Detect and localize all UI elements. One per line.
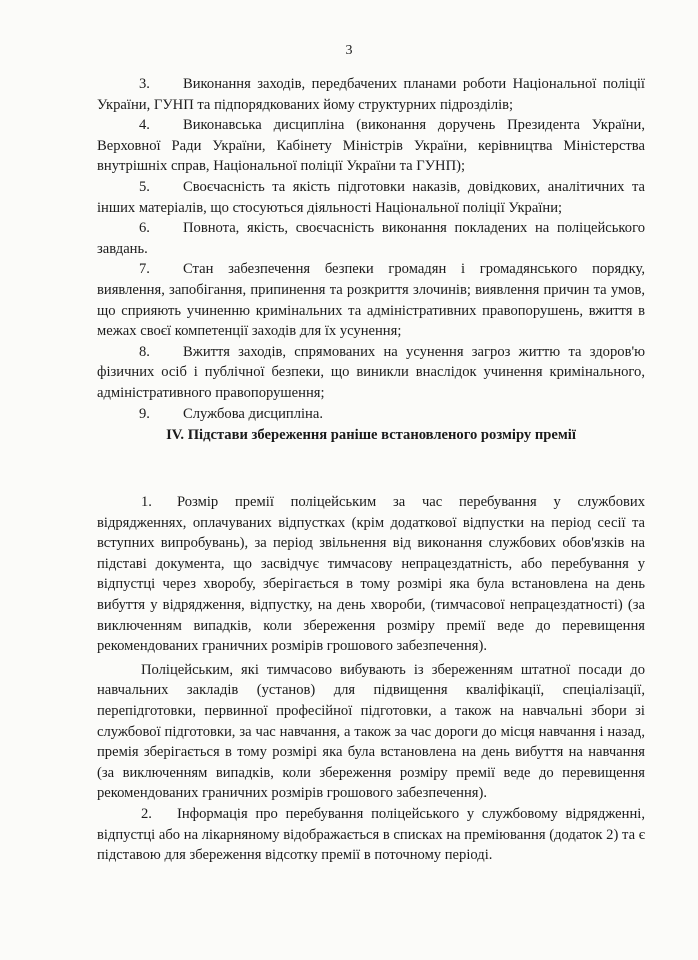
- list-item-number: 8.: [139, 343, 150, 360]
- list-item-number: 6.: [139, 220, 150, 237]
- paragraph-number: 1.: [141, 494, 152, 510]
- list-item-text: Виконання заходів, передбачених планами роботи Національної поліції України, ГУНП та підпорядкованих йому структурних підрозділів;: [97, 76, 645, 113]
- section-heading: IV. Підстави збереження раніше встановленого розміру премії: [166, 427, 576, 443]
- section-body: [97, 492, 645, 866]
- page-number: 3: [345, 43, 353, 58]
- list-item: [97, 74, 645, 115]
- list-item-text: Вжиття заходів, спрямованих на усунення загроз життю та здоров'ю фізичних осіб і публічної безпеки, що виникли внаслідок учинення кримінального, адміністративного правопорушення;: [97, 343, 645, 401]
- list-item-number: 7.: [139, 261, 150, 278]
- paragraph-text: Розмір премії поліцейським за час перебування у службових відрядженнях, оплачуваних відпустках (крім додаткової відпустки на період сесії та вступних випробувань), за період звільнення від виконання службових обов'язків на підставі документа, що засвідчує тимчасову непрацездатність, або перебування у відпустці через хворобу, зберігається в тому розмірі яка була встановлена на день вибуття у відрядження, відпустку, на день хвороби, (тимчасової непрацездатності) (за виключенням випадків, коли збереження розміру премії веде до перевищення рекомендованих граничних розмірів грошового забезпечення).: [97, 494, 645, 655]
- section-paragraph: [97, 804, 645, 866]
- list-item-number: 3.: [139, 76, 150, 92]
- list-item-number: 4.: [139, 117, 150, 134]
- section-paragraph: [97, 492, 645, 657]
- section-paragraph: [97, 660, 645, 804]
- criteria-list: [97, 74, 645, 424]
- list-item-text: Виконавська дисципліна (виконання доручень Президента України, Верховної Ради України, Кабінету Міністрів України, керівництва Міністерства внутрішніх справ, Національної поліції України та ГУНП);: [97, 117, 645, 175]
- list-item-number: 5.: [139, 178, 150, 195]
- list-item-text: Своєчасність та якість підготовки наказів, довідкових, аналітичних та інших матеріалів, що стосуються діяльності Національної поліції України;: [97, 178, 645, 216]
- paragraph-text: Поліцейським, які тимчасово вибувають із збереженням штатної посади до навчальних закладів (установ) для підвищення кваліфікації, спеціалізації, перепідготовки, первинної професійної підготовки, а також на навчальні збори зі службової підготовки, за час навчання, а також за час дороги до місця навчання і назад, премія зберігається в тому розмірі яка була встановлена на день вибуття на навчання (за виключенням випадків, коли збереження розміру премії веде до перевищення рекомендованих граничних розмірів грошового забезпечення).: [97, 661, 645, 802]
- list-item-text: Стан забезпечення безпеки громадян і громадянського порядку, виявлення, запобігання, припинення та розкриття злочинів; виявлення причин та умов, що сприяють учиненню кримінальних та адміністративних правопорушень, вжиття в межах своєї компетенції заходів для їх усунення;: [97, 261, 645, 340]
- list-item: [97, 259, 645, 341]
- paragraph-number: 2.: [141, 805, 152, 822]
- list-item: [97, 404, 645, 425]
- list-item-text: Повнота, якість, своєчасність виконання покладених на поліцейського завдань.: [97, 220, 645, 257]
- list-item: [97, 115, 645, 177]
- list-item: [97, 177, 645, 218]
- list-item-text: Службова дисципліна.: [183, 405, 323, 422]
- list-item: [97, 342, 645, 404]
- list-item: [97, 218, 645, 259]
- list-item-number: 9.: [139, 405, 150, 422]
- paragraph-text: Інформація про перебування поліцейського у службовому відрядженні, відпустці або на лікарняному відображається в списках на преміювання (додаток 2) та є підставою для збереження відсотку премії в поточному періоді.: [97, 805, 645, 864]
